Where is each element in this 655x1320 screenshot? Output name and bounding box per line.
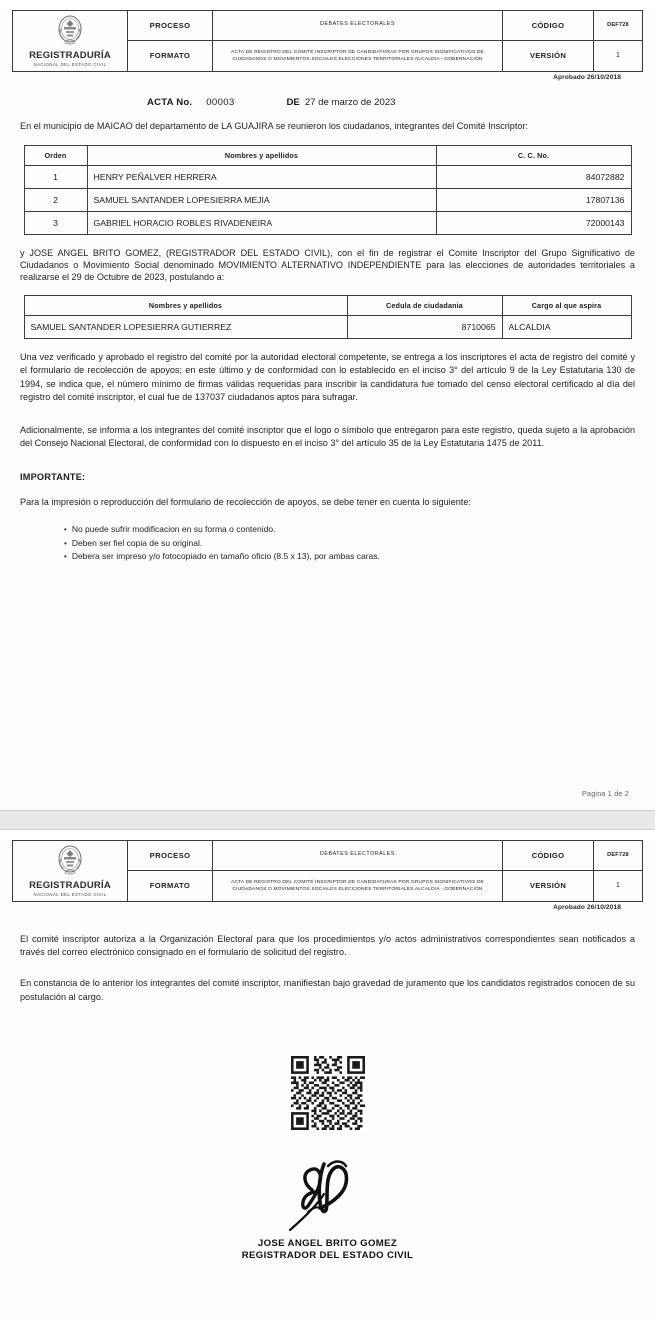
formato-value: ACTA DE REGISTRO DEL COMITÉ INSCRIPTOR DE CANDIDATURAS POR GRUPOS SIGNIFICATIVOS DE CIUDADANOS O MOVIMIENTOS SOCIALES ELECCIONES TERRITORIALES ALCALDIA - GOBERNACIÓN [213,40,503,71]
logo-subtitle: NACIONAL DEL ESTADO CIVIL [33,62,107,67]
proceso-value: DEBATES ELECTORALES [213,11,503,41]
version-value: 1 [594,870,643,901]
form-header-table-page2 [12,840,643,902]
cell-cargo: ALCALDIA [502,316,631,339]
header-row-proceso [13,841,643,871]
list-item: • Debera ser impreso y/o fotocopiado en tamaño oficio (8.5 x 13), por ambas caras. [64,550,643,563]
col-cedula: Cedula de ciudadania [347,296,502,316]
table-row [24,316,631,339]
document-page-2 [0,840,655,1320]
cell-orden: 1 [24,166,87,189]
coat-of-arms-icon [55,844,85,878]
verification-paragraph: Una vez verificado y aprobado el registro del comité por la autoridad electoral competente, se entrega a los inscriptores el acta de registro del comité y el formulario de recolección de apoyos; en este último y de conformidad con lo establecido en el inciso 3° del artículo 9 de la Ley Estatutaria 130 de 1994, se indica que, el número mínimo de firmas válidas requeridas para inscribir la candidatura fue tomado del censo electoral certificado al día del registro del comité inscriptor, el cual fue de 137037 ciudadanos aptos para sufragar. [20,352,635,402]
cell-nombre: HENRY PEÑALVER HERRERA [87,166,436,189]
formato-label: FORMATO [128,40,213,71]
intro-paragraph: En el municipio de MAICAO del departamento de LA GUAJIRA se reunieron los ciudadanos, integrantes del Comité Inscriptor: [20,121,529,131]
codigo-value: DEF728 [594,11,643,41]
logo-approval-paragraph: Adicionalmente, se informa a los integrantes del comité inscriptor que el logo o símbolo que entregaron para este registro, queda sujeto a la aprobación del Consejo Nacional Electoral, de conformidad con lo dispuesto en el inciso 3° del artículo 35 de la Ley Estatutaria 1475 de 2011. [20,424,635,449]
proceso-value: DEBATES ELECTORALES [213,841,503,871]
cell-cc: 17807136 [436,189,631,212]
list-item: • Deben ser fiel copia de su original. [64,537,643,550]
list-item: • No puede sufrir modificacion en su forma o contenido. [64,523,643,536]
importante-intro: Para la impresión o reproducción del formulario de recolección de apoyos, se debe tener en cuenta lo siguiente: [20,497,471,508]
col-nombres-candidato: Nombres y apellidos [24,296,347,316]
codigo-value: DEF728 [594,841,643,871]
qr-code-container [12,1056,643,1130]
version-label: VERSIÓN [503,40,594,71]
cell-cc: 84072882 [436,166,631,189]
acta-label: ACTA No. [147,97,193,108]
cell-nombre: SAMUEL SANTANDER LOPESIERRA MEJIA [87,189,436,212]
signature-container [12,1150,643,1236]
cell-orden: 2 [24,189,87,212]
col-cc: C. C. No. [436,146,631,166]
oath-paragraph: En constancia de lo anterior los integrantes del comité inscriptor, manifiestan bajo gravedad de juramento que los candidatos registrados conocen de su postulación al cargo. [20,978,635,1002]
table-row [24,189,631,212]
registrar-paragraph: y JOSE ANGEL BRITO GOMEZ, (REGISTRADOR DEL ESTADO CIVIL), con el fin de registrar el Comite Inscriptor del Grupo Significativo de Ciudadanos o Movimiento Social denominado MOVIMIENTO ALTERNATIVO INDEPENDIENTE para las elecciones de autoridades territoriales a realizarse el 29 de Octubre de 2023, postulando a: [20,248,635,283]
signer-name: JOSE ANGEL BRITO GOMEZ [257,1237,398,1249]
table-header-row [24,296,631,316]
authorization-paragraph: El comité inscriptor autoriza a la Organización Electoral para que los procedimientos y/o actos administrativos correspondientes sean notificados a través del correo electrónico consignado en el formulario de solicitud del registro. [20,934,635,958]
cell-nombre-candidato: SAMUEL SANTANDER LOPESIERRA GUTIERREZ [24,316,347,339]
importante-list [12,523,643,563]
header-row-proceso [13,11,643,41]
version-label: VERSIÓN [503,870,594,901]
coat-of-arms-icon [55,14,85,48]
page-number-footer: Pagina 1 de 2 [582,789,629,798]
codigo-label: CÓDIGO [503,841,594,871]
codigo-label: CÓDIGO [503,11,594,41]
aprobado-date: Aprobado 26/10/2018 [553,74,621,81]
cell-orden: 3 [24,212,87,235]
registraduria-logo [13,11,128,72]
form-header-table [12,10,643,72]
signer-role: REGISTRADOR DEL ESTADO CIVIL [241,1249,414,1261]
version-value: 1 [594,40,643,71]
registraduria-logo [13,841,128,902]
importante-title: IMPORTANTE: [20,472,86,483]
qr-code-icon [291,1056,365,1130]
table-header-row [24,146,631,166]
cell-cedula: 8710065 [347,316,502,339]
formato-label: FORMATO [128,870,213,901]
candidate-table [24,295,632,339]
table-row [24,212,631,235]
acta-number: 00003 [206,97,235,108]
proceso-label: PROCESO [128,841,213,871]
aprobado-date: Aprobado 26/10/2018 [553,904,621,911]
committee-members-table [24,145,632,235]
col-orden: Orden [24,146,87,166]
logo-wordmark: REGISTRADURÍA [29,50,111,61]
col-nombres: Nombres y apellidos [87,146,436,166]
table-row [24,166,631,189]
cell-cc: 72000143 [436,212,631,235]
col-cargo: Cargo al que aspira [502,296,631,316]
proceso-label: PROCESO [128,11,213,41]
page-separator [0,810,655,830]
acta-line [12,97,643,108]
cell-nombre: GABRIEL HORACIO ROBLES RIVADENEIRA [87,212,436,235]
handwritten-signature [268,1150,388,1236]
acta-de-label: DE [286,97,300,108]
logo-wordmark: REGISTRADURÍA [29,880,111,891]
document-page-1 [0,10,655,810]
acta-date: 27 de marzo de 2023 [304,97,396,108]
formato-value: ACTA DE REGISTRO DEL COMITÉ INSCRIPTOR DE CANDIDATURAS POR GRUPOS SIGNIFICATIVOS DE CIUDADANOS O MOVIMIENTOS SOCIALES ELECCIONES TERRITORIALES ALCALDIA - GOBERNACIÓN [213,870,503,901]
logo-subtitle: NACIONAL DEL ESTADO CIVIL [33,892,107,897]
